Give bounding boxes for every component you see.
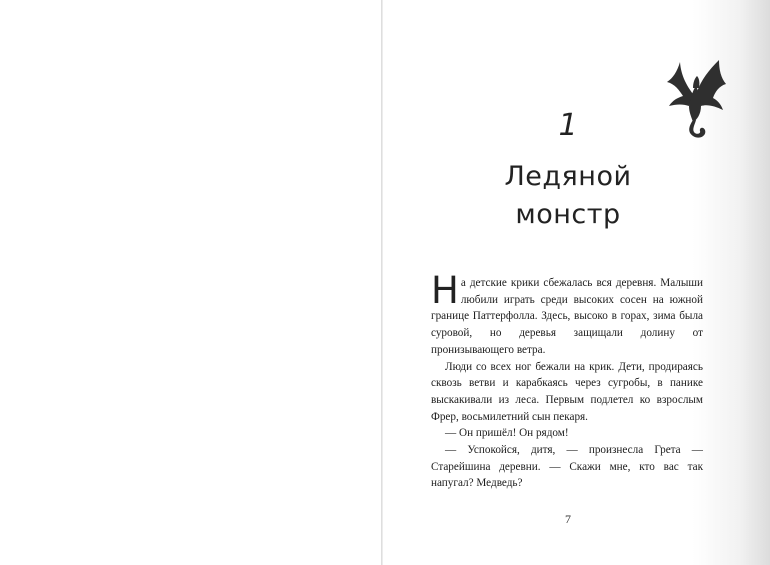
paragraph-1-text: а детские крики сбежалась вся деревня. Малыши любили играть среди высоких сосен на южной границе Паттерфолла. Здесь, высоко в горах, зима была суровой, но деревья защищали долину от пронизывающего ветра.	[431, 277, 703, 356]
paragraph-3: — Он пришёл! Он рядом!	[445, 427, 569, 440]
drop-cap: Н	[431, 269, 459, 312]
paragraph-1	[431, 269, 703, 359]
paragraph-2: Люди со всех ног бежали на крик. Дети, продираясь сквозь ветви и карабкаясь через сугробы, в панике выскакивали из леса. Первым подлетел ко взрослым Фрер, восьмилетний сын пекаря.	[431, 360, 703, 423]
left-page-blank	[0, 0, 381, 565]
chapter-body-text	[431, 269, 703, 492]
paragraph-4: — Успокойся, дитя, — произнесла Грета — Старейшина деревни. — Скажи мне, кто вас так напугал? Медведь?	[431, 444, 703, 490]
chapter-title-line-1: Ледяной	[504, 161, 632, 192]
page-number: 7	[565, 512, 571, 526]
right-page	[383, 0, 770, 565]
chapter-title	[383, 158, 753, 234]
chapter-number: 1	[558, 108, 578, 143]
chapter-title-line-2: монстр	[515, 199, 621, 230]
